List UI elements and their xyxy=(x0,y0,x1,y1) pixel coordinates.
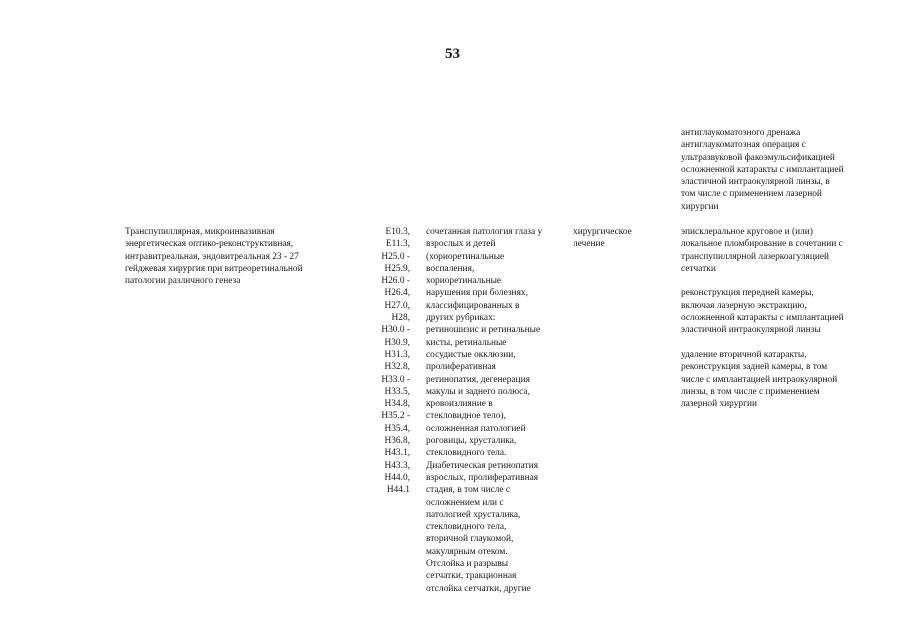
patient-model-cell xyxy=(426,226,542,595)
text-line: H27.0, xyxy=(384,300,410,311)
text-line: макулы и заднего полюса, xyxy=(426,386,530,397)
text-line: роговицы, хрусталика, xyxy=(426,436,517,447)
text-line: H44.1 xyxy=(386,485,410,496)
text-line: осложненной катаракты с имплантацией xyxy=(681,313,844,324)
text-line: осложненной катаракты с имплантацией xyxy=(681,164,844,175)
text-line: H32.8, xyxy=(384,362,410,373)
text-line: патологией хрусталика, xyxy=(426,509,521,520)
text-line: H35.2 - xyxy=(381,411,410,422)
text-line: сочетанная патология глаза у xyxy=(426,227,543,237)
text-line: хирургии xyxy=(681,201,719,212)
text-line: ретиношизис и ретинальные xyxy=(426,325,541,336)
text-line: H33.5, xyxy=(384,386,410,397)
icd-codes-cell xyxy=(367,226,410,497)
text-line: кисты, ретинальные xyxy=(426,337,507,348)
text-line: классифицированных в xyxy=(426,300,520,311)
text-line: E10.3, xyxy=(385,227,410,237)
text-line: H28, xyxy=(391,313,410,324)
text-line: H43.1, xyxy=(384,448,410,459)
text-line: H26.4, xyxy=(384,288,410,299)
text-line: H31.3, xyxy=(384,349,410,360)
text-line: гейджевая хирургия при витреоретинальной xyxy=(125,263,303,274)
text-line: лазерной хирургии xyxy=(681,399,757,410)
text-line: H25.9, xyxy=(384,263,410,274)
text-line: стекловидное тело), xyxy=(426,411,506,422)
text-line: реконструкция передней камеры, xyxy=(681,288,814,299)
method-paragraph xyxy=(681,226,844,275)
text-line: осложнением или с xyxy=(426,497,504,508)
text-line: макулярным отеком. xyxy=(426,546,508,557)
treatment-type-cell xyxy=(573,226,632,251)
text-line: взрослых, пролиферативная xyxy=(426,472,539,483)
text-line: транспупиллярной лазеркоагуляцией xyxy=(681,251,830,262)
text-line: линзы, в том числе с применением xyxy=(681,386,820,397)
text-line: осложненная патологией xyxy=(426,423,526,434)
text-line: включая лазерную экстракцию, xyxy=(681,300,807,311)
text-line: Транспупиллярная, микроинвазивная xyxy=(125,227,275,237)
text-line: сетчатки, тракционная xyxy=(426,571,517,582)
text-line: отслойка сетчатки, другие xyxy=(426,583,531,594)
text-line: лечение xyxy=(573,239,605,250)
method-paragraph xyxy=(681,349,844,410)
text-line: H26.0 - xyxy=(381,276,410,287)
text-line: стекловидного тела. xyxy=(426,448,507,459)
text-line: сетчатки xyxy=(681,263,716,274)
text-line: стадия, в том числе с xyxy=(426,485,511,496)
text-line: числе с имплантацией интраокулярной xyxy=(681,374,838,385)
text-line: E11.3, xyxy=(385,239,410,250)
text-line: нарушения при болезнях, xyxy=(426,288,528,299)
text-line: Диабетическая ретинопатия xyxy=(426,460,539,471)
text-line: H33.0 - xyxy=(381,374,410,385)
text-line: H25.0 - xyxy=(381,251,410,262)
treatment-methods-cell xyxy=(681,226,844,423)
text-line: антиглаукоматозного дренажа xyxy=(681,128,801,138)
text-line: пролиферативная xyxy=(426,362,496,373)
text-line: эписклеральное круговое и (или) xyxy=(681,227,813,237)
text-line: кровоизлияние в xyxy=(426,399,493,410)
text-line: сосудистые окклюзии, xyxy=(426,349,516,360)
text-line: эластичной интраокулярной линзы xyxy=(681,325,821,336)
text-line: эластичной интраокулярной линзы, в xyxy=(681,177,830,188)
text-line: хирургическое xyxy=(573,227,632,237)
text-line: взрослых и детей xyxy=(426,239,496,250)
text-line: Отслойка и разрывы xyxy=(426,559,509,570)
text-line: вторичной глаукомой, xyxy=(426,534,514,545)
text-line: том числе с применением лазерной xyxy=(681,189,822,200)
text-line: других рубриках: xyxy=(426,313,496,324)
text-line: хориоретинальные xyxy=(426,276,502,287)
text-line: H30.0 - xyxy=(381,325,410,336)
text-line: интравитреальная, эндовитреальная 23 - 27 xyxy=(125,251,299,262)
text-line: стекловидного тела, xyxy=(426,522,507,533)
page-number: 53 xyxy=(445,46,460,62)
text-line: H43.3, xyxy=(384,460,410,471)
text-line: H44.0, xyxy=(384,472,410,483)
text-line: антиглаукоматозная операция с xyxy=(681,140,806,151)
text-line: реконструкция задней камеры, в том xyxy=(681,362,828,373)
method-paragraph xyxy=(681,287,844,336)
text-line: H30.9, xyxy=(384,337,410,348)
continuation-method-text xyxy=(681,127,844,213)
text-line: энергетическая оптико-реконструктивная, xyxy=(125,239,294,250)
text-line: локальное пломбирование в сочетании с xyxy=(681,239,843,250)
text-line: ретинопатия, дегенерация xyxy=(426,374,530,385)
text-line: ультразвуковой факоэмульсификацией xyxy=(681,152,835,163)
text-line: (хориоретинальные xyxy=(426,251,505,262)
procedure-name-cell xyxy=(125,226,303,287)
text-line: воспаления, xyxy=(426,263,475,274)
text-line: патологии различного генеза xyxy=(125,276,241,287)
text-line: H36.8, xyxy=(384,436,410,447)
text-line: H35.4, xyxy=(384,423,410,434)
text-line: H34.8, xyxy=(384,399,410,410)
text-line: удаление вторичной катаракты, xyxy=(681,349,807,360)
